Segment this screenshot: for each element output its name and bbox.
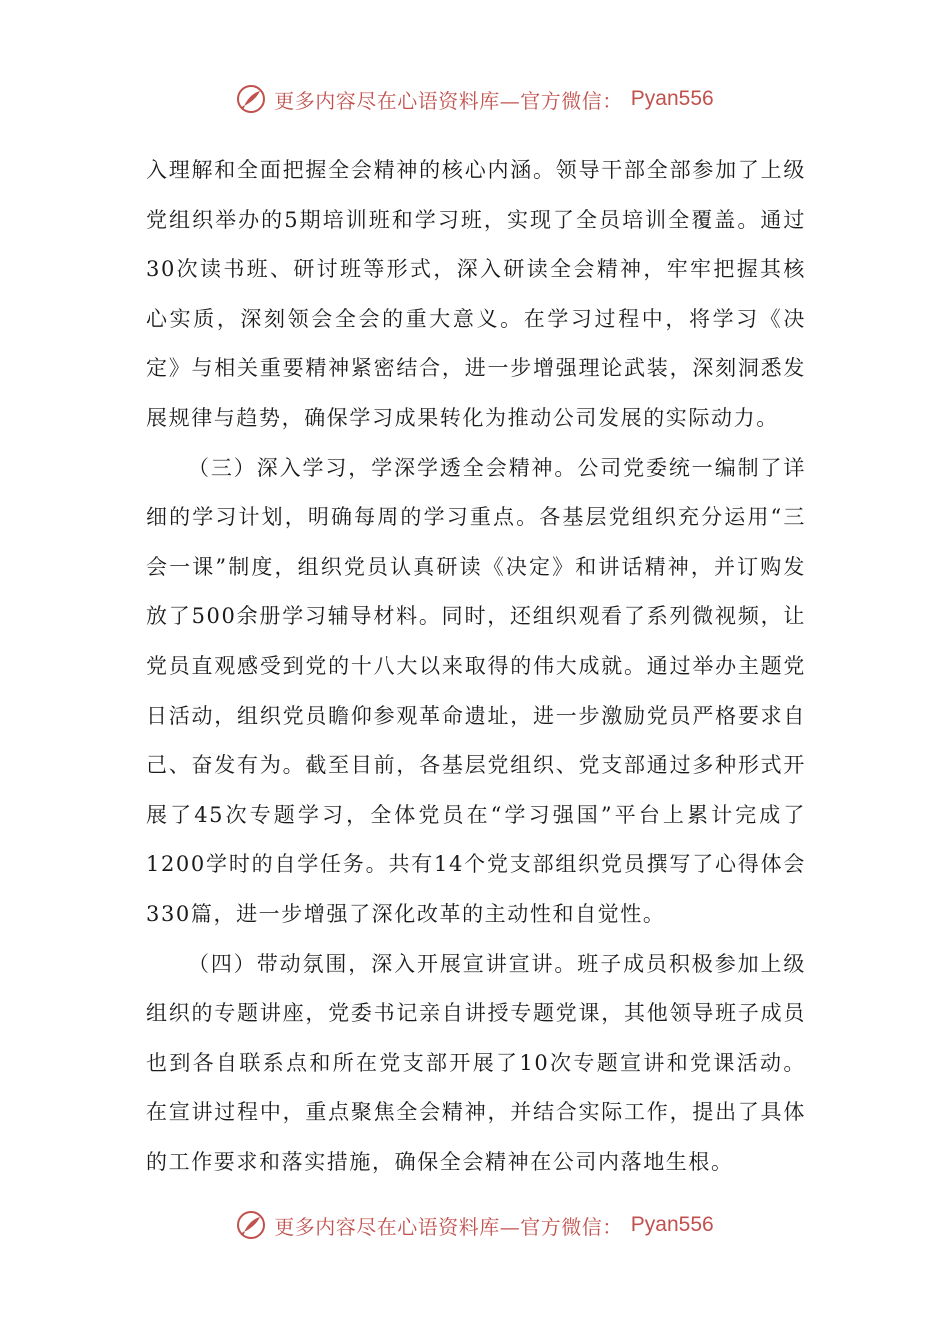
paragraph-continuation: 入理解和全面把握全会精神的核心内涵。领导干部全部参加了上级党组织举办的5期培训班和学习班，实现了全员培训全覆盖。通过30次读书班、研讨班等形式，深入研读全会精神，牢牢把握其核心实质，深刻领会全会的重大意义。在学习过程中，将学习《决定》与相关重要精神紧密结合，进一步增强理论武装，深刻洞悉发展规律与趋势，确保学习成果转化为推动公司发展的实际动力。	[146, 158, 806, 430]
banner-text: 更多内容尽在心语资料库—官方微信：	[274, 1214, 623, 1239]
header-watermark-banner	[0, 84, 950, 114]
feather-pen-icon	[236, 84, 266, 114]
banner-wechat-id: Pyan556	[630, 87, 714, 110]
banner-text: 更多内容尽在心语资料库—官方微信：	[274, 88, 623, 113]
paragraph-section-three: （三）深入学习，学深学透全会精神。公司党委统一编制了详细的学习计划，明确每周的学习重点。各基层党组织充分运用“三会一课”制度，组织党员认真研读《决定》和讲话精神，并订购发放了500余册学习辅导材料。同时，还组织观看了系列微视频，让党员直观感受到党的十八大以来取得的伟大成就。通过举办主题党日活动，组织党员瞻仰参观革命遗址，进一步激励党员严格要求自己、奋发有为。截至目前，各基层党组织、党支部通过多种形式开展了45次专题学习，全体党员在“学习强国”平台上累计完成了1200学时的自学任务。共有14个党支部组织党员撰写了心得体会330篇，进一步增强了深化改革的主动性和自觉性。	[146, 455, 806, 926]
footer-watermark-banner	[0, 1210, 950, 1240]
document-body	[146, 146, 806, 1187]
banner-wechat-id: Pyan556	[630, 1213, 714, 1236]
feather-pen-icon	[236, 1210, 266, 1240]
paragraph-section-four: （四）带动氛围，深入开展宣讲宣讲。班子成员积极参加上级组织的专题讲座，党委书记亲自讲授专题党课，其他领导班子成员也到各自联系点和所在党支部开展了10次专题宣讲和党课活动。在宣讲过程中，重点聚焦全会精神，并结合实际工作，提出了具体的工作要求和落实措施，确保全会精神在公司内落地生根。	[146, 951, 806, 1174]
